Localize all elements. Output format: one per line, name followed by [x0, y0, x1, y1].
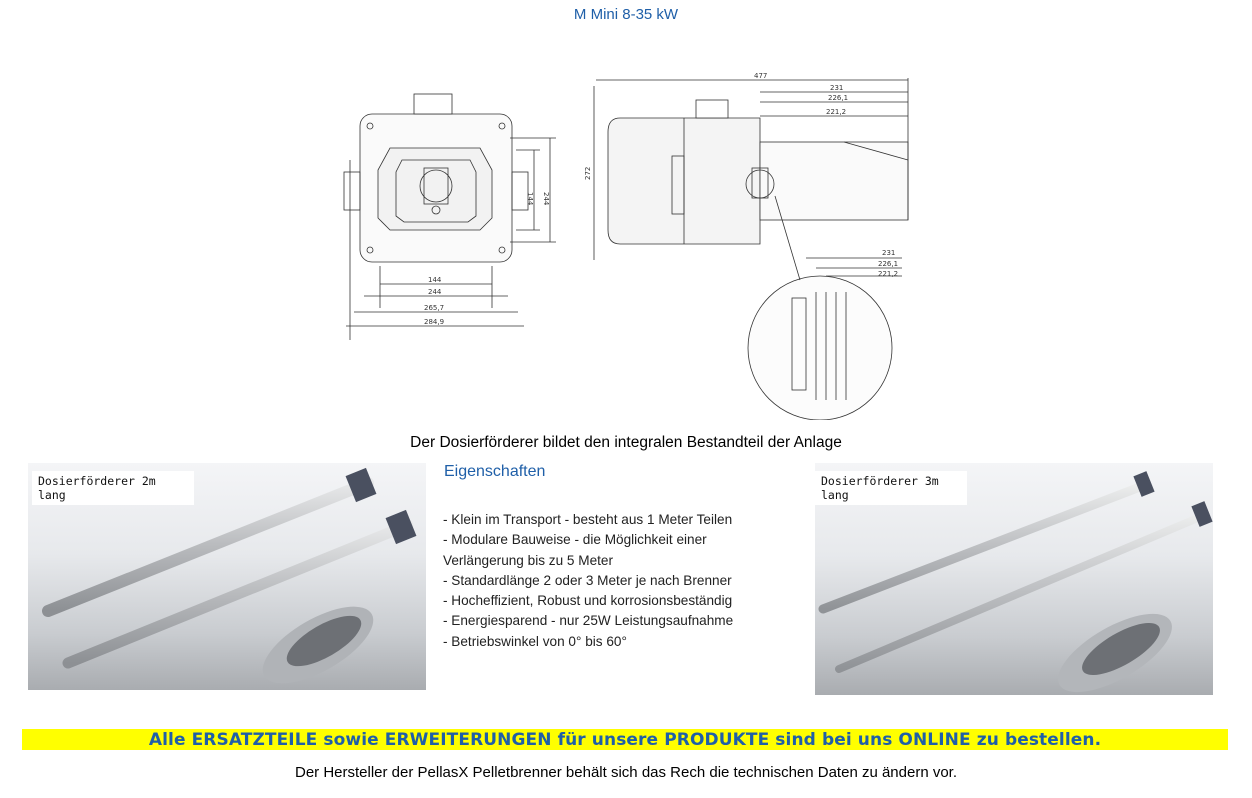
feeder-3m-photo: [815, 463, 1213, 695]
dim-side-total: 477: [754, 72, 768, 80]
disclaimer: Der Hersteller der PellasX Pelletbrenner behält sich das Rech die technischen Daten zu ändern vor.: [294, 764, 958, 781]
feature-item: - Modulare Bauweise - die Möglichkeit einer: [443, 532, 707, 548]
front-view: [344, 94, 556, 340]
dim-side-height: 272: [584, 166, 592, 180]
features-list: [443, 510, 803, 652]
dim-front-265: 265,7: [424, 304, 445, 312]
dim-side-231: 231: [830, 84, 844, 92]
dim-front-244: 244: [428, 288, 442, 296]
side-view: [594, 78, 908, 260]
feeder-3m-label: Dosierförderer 3m lang: [815, 471, 967, 505]
features-heading: Eigenschaften: [444, 463, 546, 480]
drawing-caption: Der Dosierförderer bildet den integralen Bestandteil der Anlage: [410, 434, 842, 451]
feature-item: - Klein im Transport - besteht aus 1 Meter Teilen: [443, 512, 733, 527]
dim-detail-231: 231: [882, 249, 896, 257]
dim-front-144: 144: [428, 276, 442, 284]
dim-side-226: 226,1: [828, 94, 849, 102]
dim-detail-221: 221,2: [878, 270, 899, 278]
page-title: M Mini 8-35 kW: [573, 6, 679, 23]
dim-front-284: 284,9: [424, 318, 445, 326]
dim-side-221: 221,2: [826, 108, 847, 116]
feature-item: - Energiesparend - nur 25W Leistungsaufnahme: [443, 613, 734, 629]
feature-item: - Standardlänge 2 oder 3 Meter je nach Brenner: [443, 572, 732, 588]
feature-item: Verlängerung bis zu 5 Meter: [443, 552, 614, 568]
feature-item: - Hocheffizient, Robust und korrosionsbeständig: [443, 593, 733, 609]
feature-item: - Betriebswinkel von 0° bis 60°: [443, 633, 627, 649]
technical-drawing: [320, 60, 940, 420]
feeder-2m-photo: [28, 463, 426, 690]
dim-front-height-244: 244: [542, 192, 550, 206]
feeder-2m-label: Dosierförderer 2m lang: [32, 471, 194, 505]
dim-front-height-144: 144: [526, 192, 534, 206]
dim-detail-226: 226,1: [878, 260, 899, 268]
detail-view: [748, 196, 902, 420]
banner-text: Alle ERSATZTEILE sowie ERWEITERUNGEN für unsere PRODUKTE sind bei uns ONLINE zu bestellen.: [148, 730, 1102, 750]
online-order-banner: [22, 729, 1228, 750]
